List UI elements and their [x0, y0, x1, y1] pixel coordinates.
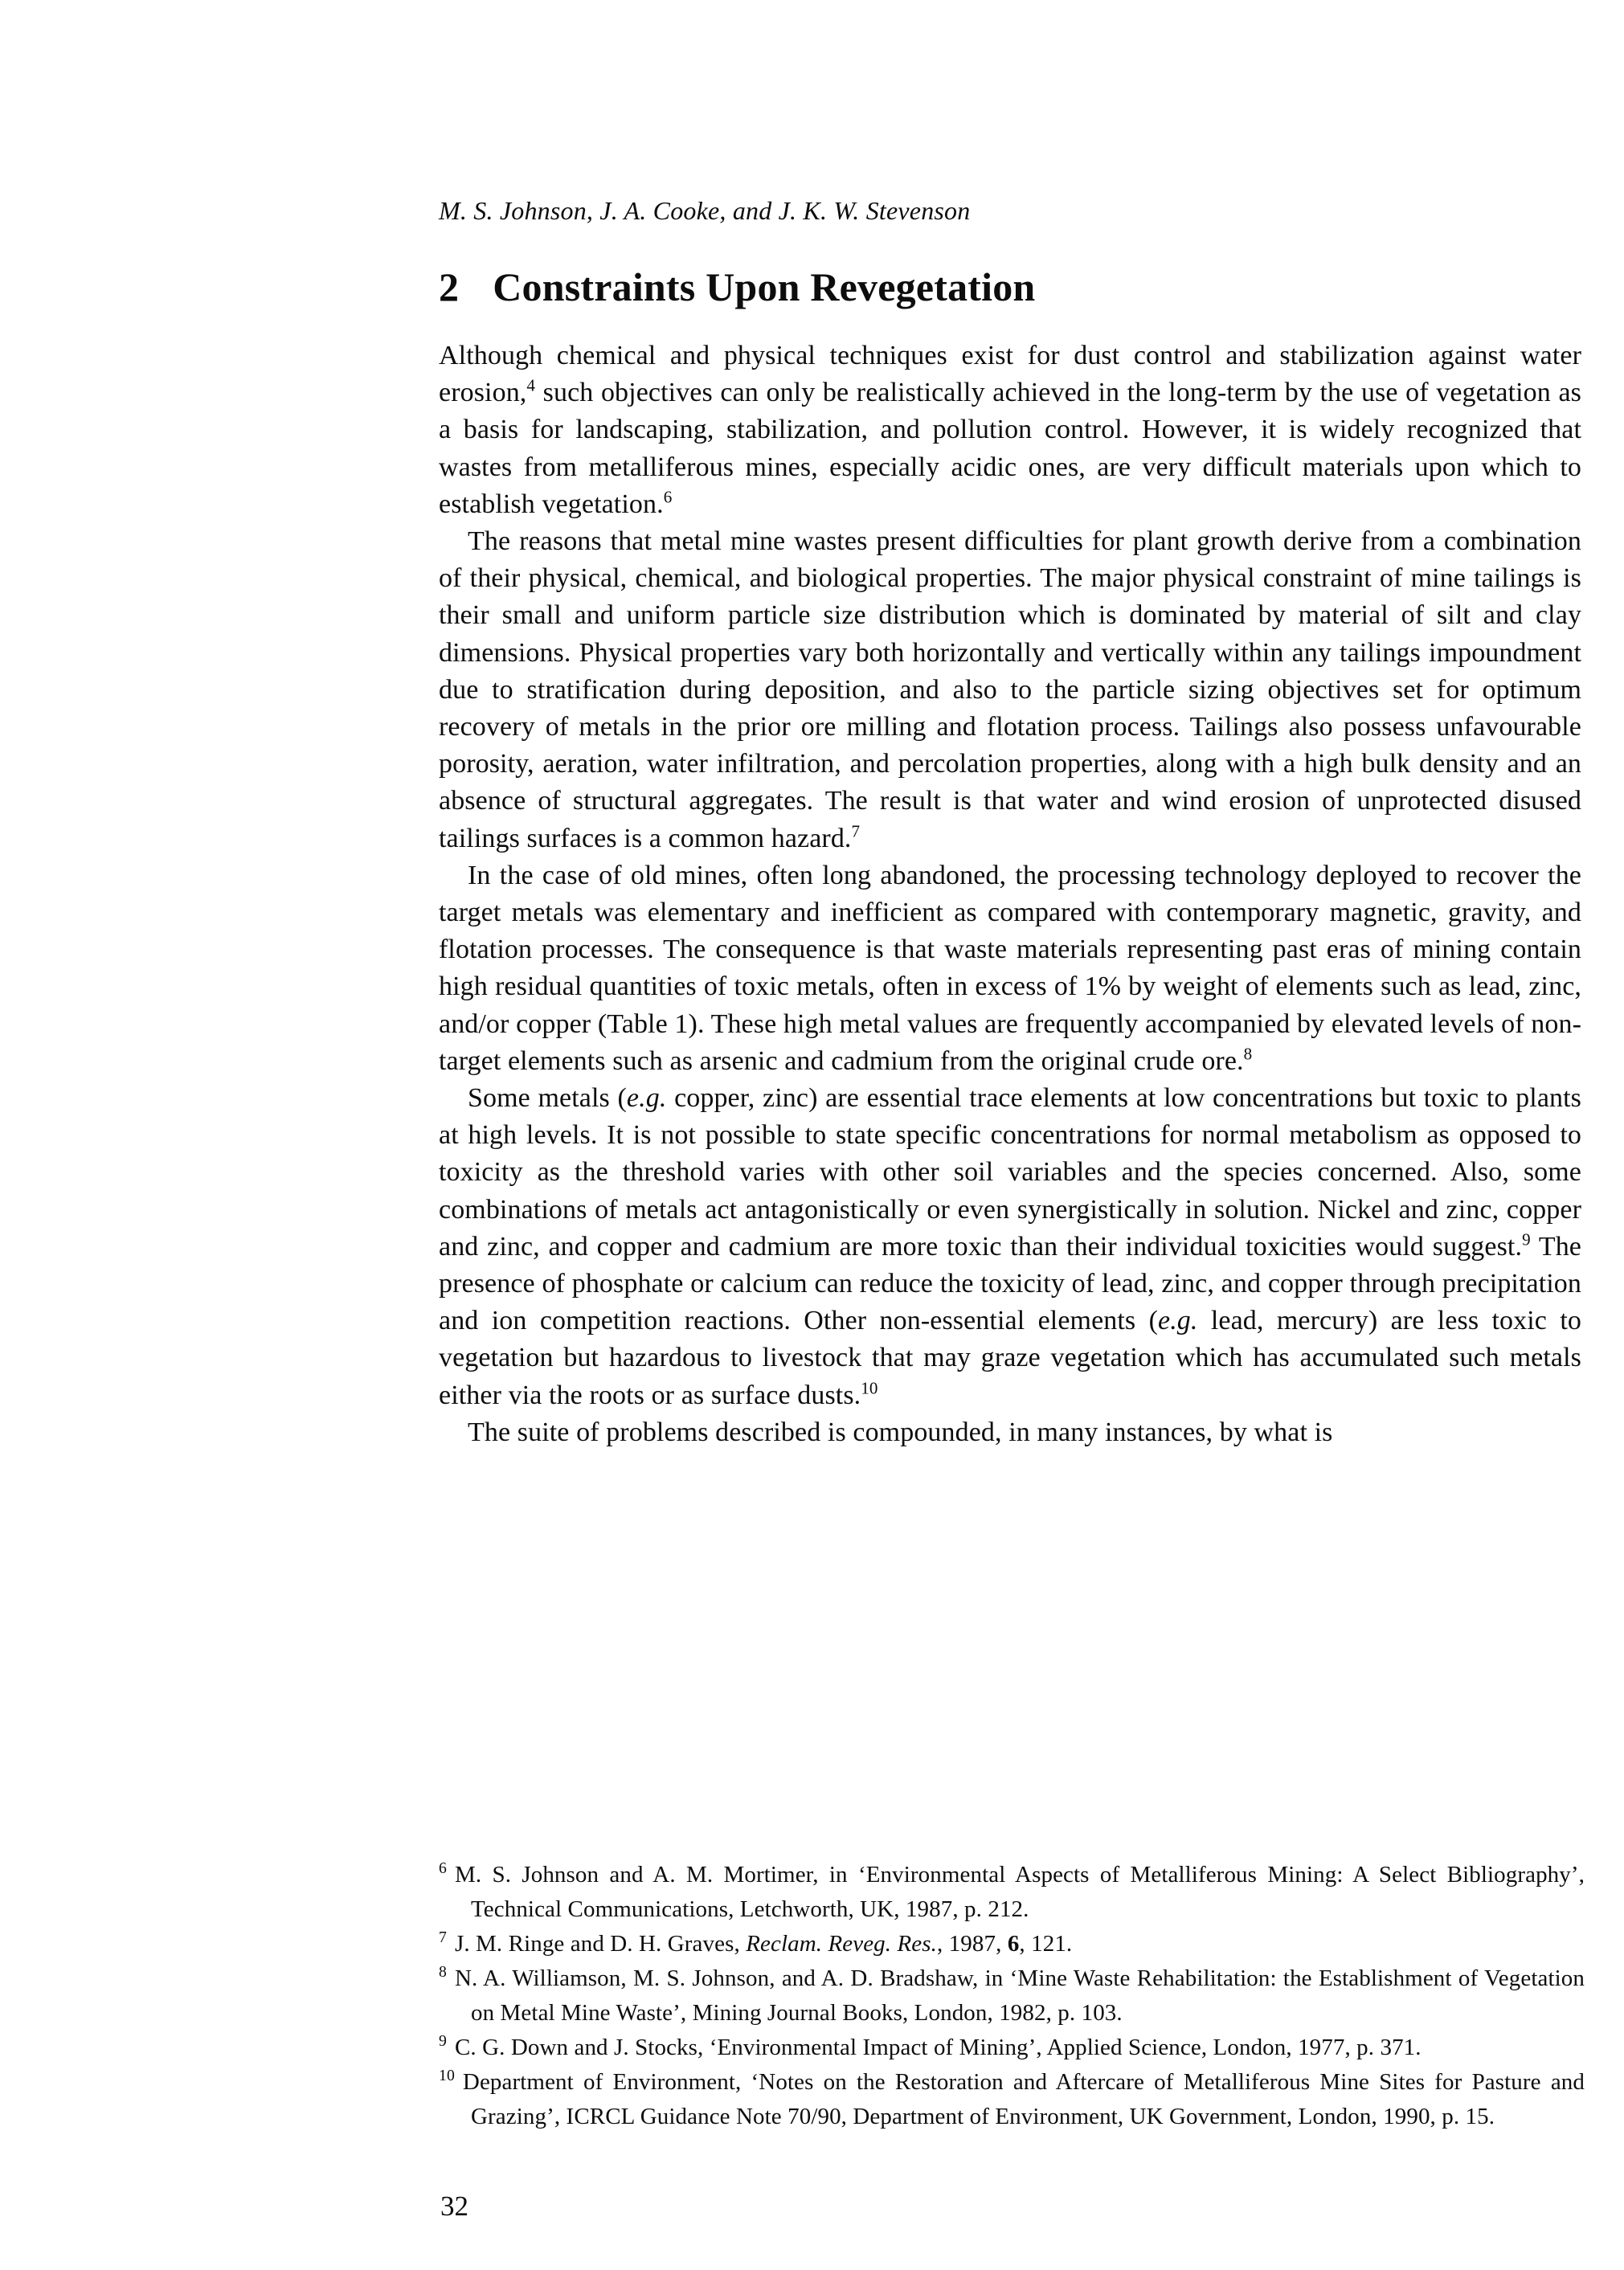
footnote-ref: 7 [851, 821, 861, 841]
text-run: lead, mercury) are less toxic to vegetation but hazardous to livestock that may graze vegetation which has accumulated such metals either via the roots or as surface dusts. [439, 1306, 1581, 1410]
running-header: M. S. Johnson, J. A. Cooke, and J. K. W. Stevenson [439, 196, 971, 225]
text-run: M. S. Johnson and A. M. Mortimer, in ‘Environmental Aspects of Metalliferous Mining: A Select Bibliography’, Technical Communications, Letchworth, UK, 1987, p. 212. [454, 1862, 1585, 1922]
footnote-ref: 8 [1243, 1044, 1253, 1064]
bold-text: 6 [1007, 1931, 1020, 1957]
text-run: J. M. Ringe and D. H. Graves, [454, 1931, 747, 1957]
italic-text: e.g. [1158, 1306, 1198, 1336]
text-run: N. A. Williamson, M. S. Johnson, and A. D. Bradshaw, in ‘Mine Waste Rehabilitation: the Establishment of Vegetation on Metal Mine Waste’, Mining Journal Books, London, 1982, p. 103. [454, 1965, 1585, 2026]
text-run: copper, zinc) are essential trace elements at low concentrations but toxic to plants at high levels. It is not possible to state specific concentrations for normal metabolism as opposed to toxicity as the threshold varies with other soil variables and the species concerned. Also, some combinations of metals act antagonistically or even synergistically in solution. Nickel and zinc, copper and zinc, and copper and cadmium are more toxic than their individual toxicities would suggest. [439, 1083, 1581, 1262]
text-run: such objectives can only be realistically achieved in the long-term by the use of vegetation as a basis for landscaping, stabilization, and pollution control. However, it is widely recognized that wastes from metalliferous mines, especially acidic ones, are very difficult materials upon which to establish vegetation. [439, 378, 1581, 519]
footnote-number: 9 [439, 2032, 447, 2051]
footnote-ref: 10 [861, 1378, 878, 1398]
body-text [439, 337, 1581, 1451]
paragraph [439, 1414, 1581, 1451]
section-title: Constraints Upon Revegetation [493, 264, 1036, 309]
paragraph [439, 1080, 1581, 1414]
footnote-number: 10 [439, 2067, 455, 2085]
page-number: 32 [440, 2190, 468, 2222]
footnote-item [439, 1858, 1585, 1927]
text-run: In the case of old mines, often long abandoned, the processing technology deployed to recover the target metals was elementary and inefficient as compared with contemporary magnetic, gravity, and flotation processes. The consequence is that waste materials representing past eras of mining contain high residual quantities of toxic metals, often in excess of 1% by weight of elements such as lead, zinc, and/or copper (Table 1). These high metal values are frequently accompanied by elevated levels of non-target elements such as arsenic and cadmium from the original crude ore. [439, 860, 1581, 1076]
footnotes [439, 1858, 1585, 2134]
text-run: , 121. [1019, 1931, 1073, 1957]
italic-text: e.g. [626, 1083, 667, 1114]
footnote-item [439, 2065, 1585, 2134]
text-run: Some metals ( [468, 1083, 627, 1114]
text-run: , 1987, [937, 1931, 1008, 1957]
footnote-number: 8 [439, 1963, 447, 1982]
text-run: C. G. Down and J. Stocks, ‘Environmental Impact of Mining’, Applied Science, London, 1977, p. 371. [454, 2035, 1422, 2060]
footnote-ref: 9 [1522, 1229, 1531, 1250]
section-number: 2 [439, 264, 460, 309]
footnote-item [439, 2031, 1585, 2065]
text-run: Although chemical and physical techniques exist for dust control and stabilization against water erosion, [439, 341, 1581, 408]
footnote-ref: 6 [663, 487, 673, 507]
footnote-ref: 4 [526, 375, 536, 395]
text-run: Department of Environment, ‘Notes on the Restoration and Aftercare of Metalliferous Mine Sites for Pasture and Grazing’, ICRCL Guidance Note 70/90, Department of Environment, UK Government, London, 1990, p. 15. [462, 2069, 1585, 2129]
italic-text: Reclam. Reveg. Res. [746, 1931, 937, 1957]
text-run: The reasons that metal mine wastes present difficulties for plant growth derive from a combination of their physical, chemical, and biological properties. The major physical constraint of mine tailings is their small and uniform particle size distribution which is dominated by material of silt and clay dimensions. Physical properties vary both horizontally and vertically within any tailings impoundment due to stratification during deposition, and also to the particle sizing objectives set for optimum recovery of metals in the prior ore milling and flotation process. Tailings also possess unfavourable porosity, aeration, water infiltration, and percolation properties, along with a high bulk density and an absence of structural aggregates. The result is that water and wind erosion of unprotected disused tailings surfaces is a common hazard. [439, 526, 1581, 853]
paragraph [439, 857, 1581, 1080]
footnote-number: 6 [439, 1859, 447, 1878]
footnote-number: 7 [439, 1928, 447, 1947]
footnote-item [439, 1927, 1585, 1961]
footnote-item [439, 1961, 1585, 2031]
paragraph [439, 337, 1581, 523]
text-run: The presence of phosphate or calcium can reduce the toxicity of lead, zinc, and copper through precipitation and ion competition reactions. Other non-essential elements ( [439, 1231, 1581, 1336]
section-heading [439, 264, 1581, 310]
text-run: The suite of problems described is compounded, in many instances, by what is [468, 1417, 1333, 1447]
paragraph [439, 523, 1581, 857]
